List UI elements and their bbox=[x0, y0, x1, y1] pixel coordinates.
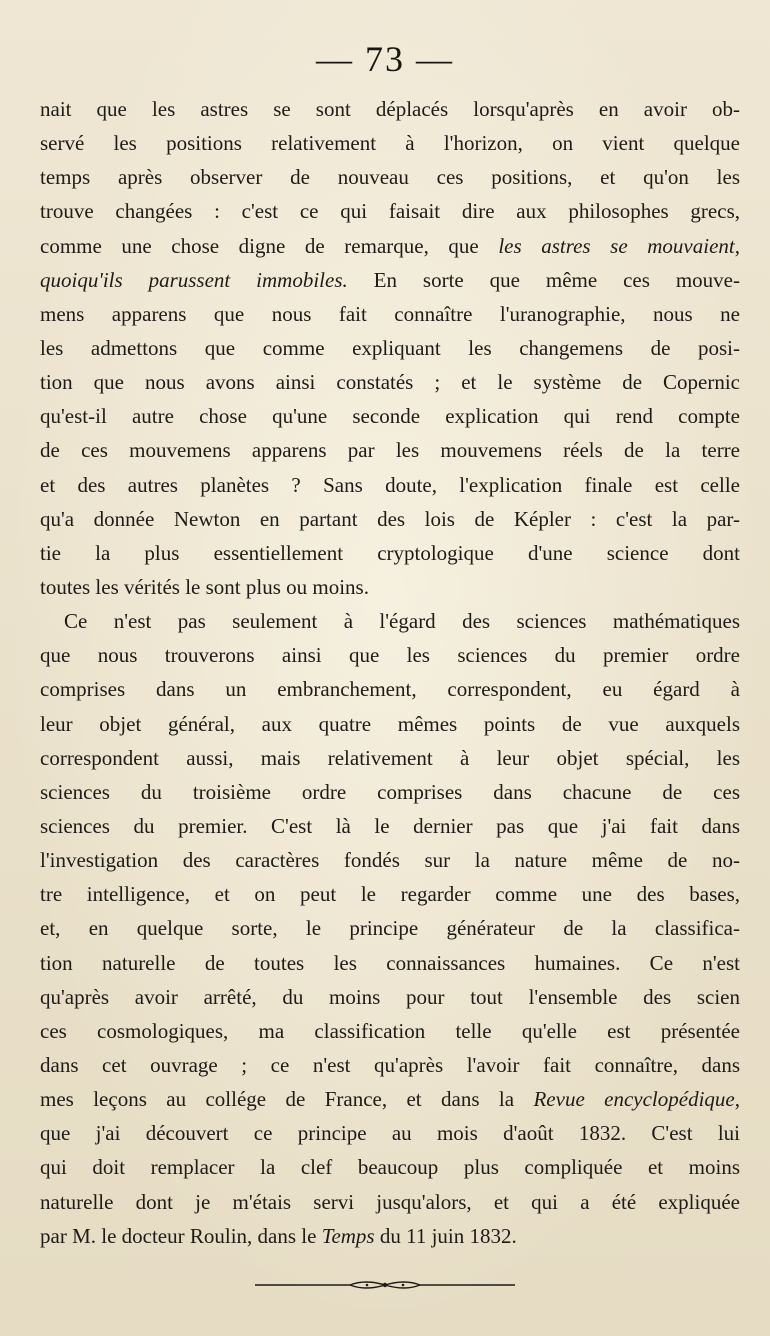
text-line: naturelle dont je m'étais servi jusqu'alors, et qui a été expliquée bbox=[40, 1189, 740, 1214]
italic-segment: Temps bbox=[321, 1223, 375, 1248]
text-line bbox=[40, 263, 740, 297]
text-line: que nous trouverons ainsi que les sciences du premier ordre bbox=[40, 643, 740, 668]
text-line: leur objet général, aux quatre mêmes points de vue auxquels bbox=[40, 711, 740, 736]
line-segment: comme une chose digne de remarque, que bbox=[40, 233, 499, 258]
text-line: et des autres planètes ? Sans doute, l'explication finale est celle bbox=[40, 472, 740, 497]
text-line: qui doit remplacer la clef beaucoup plus compliquée et moins bbox=[40, 1155, 740, 1180]
text-line bbox=[40, 1219, 740, 1253]
paragraph-2 bbox=[40, 604, 740, 1253]
text-line: mens apparens que nous fait connaître l'uranographie, nous ne bbox=[40, 301, 740, 326]
text-line: tion que nous avons ainsi constatés ; et le système de Copernic bbox=[40, 370, 740, 395]
text-line: servé les positions relativement à l'horizon, on vient quelque bbox=[40, 131, 740, 156]
text-line: nait que les astres se sont déplacés lorsqu'après en avoir ob- bbox=[40, 97, 740, 121]
line-segment: , bbox=[734, 1087, 740, 1112]
text-line: correspondent aussi, mais relativement à leur objet spécial, les bbox=[40, 745, 740, 770]
line-segment: En sorte que même ces mouve- bbox=[347, 267, 740, 292]
text-line: qu'est-il autre chose qu'une seconde explication qui rend compte bbox=[40, 404, 740, 429]
text-line: qu'a donnée Newton en partant des lois de Képler : c'est la par- bbox=[40, 506, 740, 531]
text-line: qu'après avoir arrêté, du moins pour tout l'ensemble des scien bbox=[40, 984, 740, 1009]
text-line: temps après observer de nouveau ces positions, et qu'on les bbox=[40, 165, 740, 190]
text-line: sciences du premier. C'est là le dernier pas que j'ai fait dans bbox=[40, 813, 740, 838]
text-line: comprises dans un embranchement, correspondent, eu égard à bbox=[40, 677, 740, 702]
page-number: — 73 — bbox=[316, 39, 454, 79]
text-line: que j'ai découvert ce principe au mois d'août 1832. C'est lui bbox=[40, 1121, 740, 1146]
text-line: ces cosmologiques, ma classification telle qu'elle est présentée bbox=[40, 1018, 740, 1043]
text-line: tie la plus essentiellement cryptologique d'une science dont bbox=[40, 540, 740, 565]
line-segment: mes leçons au collége de France, et dans la bbox=[40, 1087, 534, 1112]
paragraph-1 bbox=[40, 92, 740, 604]
line-segment: du 11 juin 1832. bbox=[374, 1223, 517, 1248]
ornamental-rule bbox=[255, 1278, 515, 1292]
italic-segment: quoiqu'ils parussent immobiles. bbox=[40, 267, 348, 292]
text-line: l'investigation des caractères fondés sur la nature même de no- bbox=[40, 848, 740, 873]
text-line: et, en quelque sorte, le principe générateur de la classifica- bbox=[40, 916, 740, 941]
text-line bbox=[40, 229, 740, 263]
italic-segment: Revue encyclopédique bbox=[533, 1087, 735, 1112]
italic-segment: les astres se mouvaient bbox=[498, 233, 735, 258]
text-line: de ces mouvemens apparens par les mouvemens réels de la terre bbox=[40, 438, 740, 463]
text-line: Ce n'est pas seulement à l'égard des sciences mathématiques bbox=[64, 609, 740, 634]
text-line: trouve changées : c'est ce qui faisait dire aux philosophes grecs, bbox=[40, 199, 740, 224]
text-line: toutes les vérités le sont plus ou moins. bbox=[40, 574, 369, 599]
body-text bbox=[40, 92, 740, 1253]
line-segment: , bbox=[734, 233, 740, 258]
text-line: sciences du troisième ordre comprises dans chacune de ces bbox=[40, 779, 740, 804]
text-line: tion naturelle de toutes les connaissances humaines. Ce n'est bbox=[40, 950, 740, 975]
text-line: les admettons que comme expliquant les changemens de posi- bbox=[40, 335, 740, 360]
text-line bbox=[40, 1082, 740, 1116]
text-line: tre intelligence, et on peut le regarder comme une des bases, bbox=[40, 882, 740, 907]
line-segment: par M. le docteur Roulin, dans le bbox=[40, 1223, 322, 1248]
text-line: dans cet ouvrage ; ce n'est qu'après l'avoir fait connaître, dans bbox=[40, 1052, 740, 1077]
